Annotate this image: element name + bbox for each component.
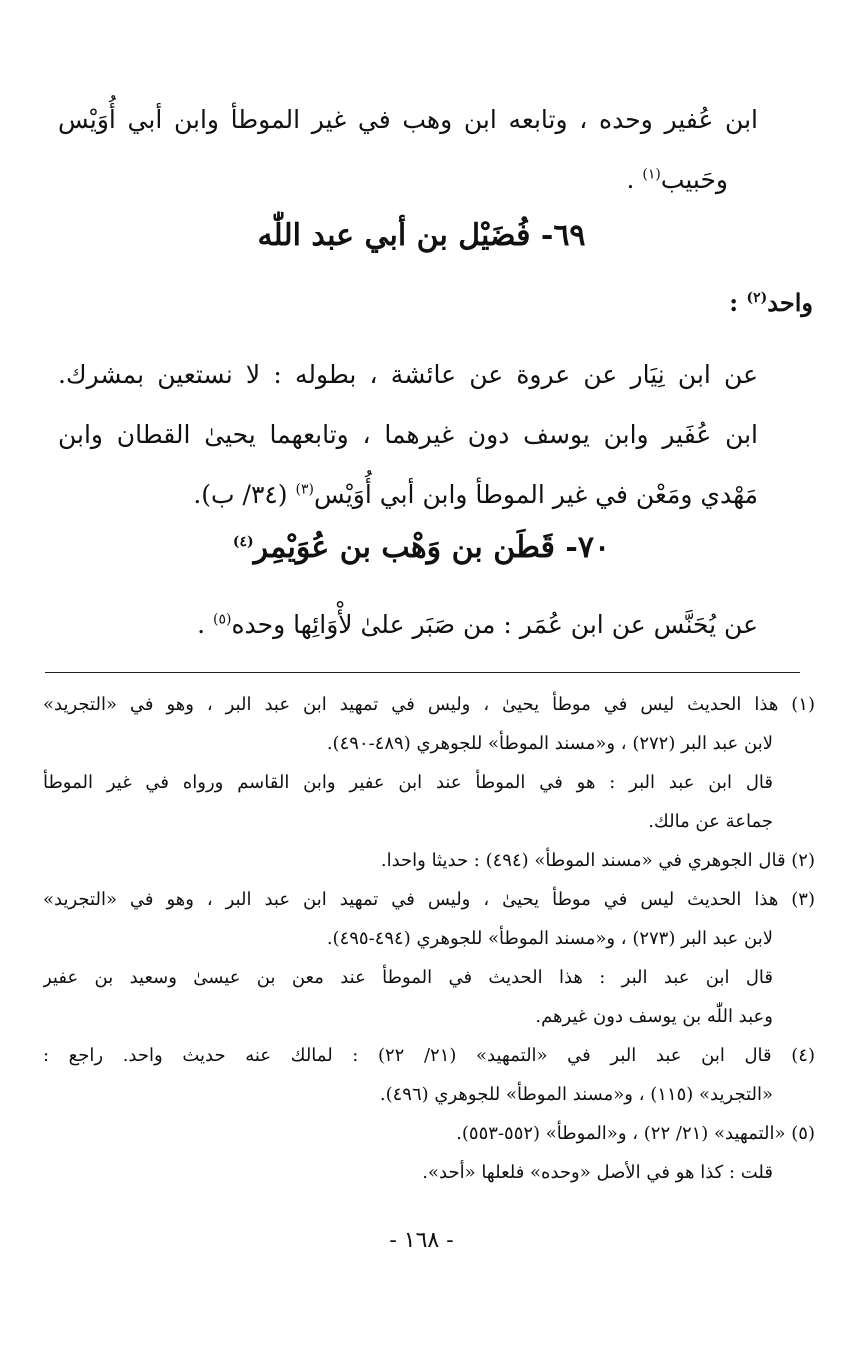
- top-paragraph: [58, 90, 758, 210]
- heading-70-text: ٧٠- قَطَن بن وَهْب بن عُوَيْمِر: [253, 530, 611, 565]
- fn1-line-2: لابن عبد البر (٢٧٢) ، و«مسند الموطأ» للجوهري (٤٨٩-٤٩٠).: [326, 733, 773, 754]
- top-line-2-end: .: [626, 165, 643, 194]
- top-line-2-text: وحَبيب: [660, 165, 728, 194]
- subhead-end: :: [729, 288, 747, 317]
- s69-line-1: عن ابن نِيَار عن عروة عن عائشة ، بطوله : لا نستعين بمشرك.: [58, 360, 758, 389]
- s69-line-3-text: مَهْدي ومَعْن في غير الموطأ وابن أبي أُوَيْس: [313, 480, 758, 509]
- fn4-line-2: «التجريد» (١١٥) ، و«مسند الموطأ» للجوهري (٤٩٦).: [379, 1084, 773, 1105]
- fn3-line-2: لابن عبد البر (٢٧٣) ، و«مسند الموطأ» للجوهري (٤٩٤-٤٩٥).: [326, 928, 773, 949]
- fn1-line-4: جماعة عن مالك.: [648, 811, 773, 832]
- s70-line-1-end: .: [197, 610, 213, 639]
- s69-line-3: [58, 465, 758, 525]
- section-70-body: [58, 595, 758, 655]
- footnotes: [43, 685, 815, 1192]
- s69-line-3-end: (٣٤/ ب).: [193, 480, 296, 509]
- s69-line-2: ابن عُفَير وابن يوسف دون غيرهما ، وتابعهما يحيىٰ القطان وابن: [58, 420, 758, 449]
- fn5-line-2: قلت : كذا هو في الأصل «وحده» فلعلها «أحد».: [422, 1162, 773, 1183]
- fn1-line-1: (١) هذا الحديث ليس في موطأ يحيىٰ ، وليس في تمهيد ابن عبد البر ، وهو في «التجريد»: [43, 694, 815, 715]
- subhead-text: واحد: [767, 288, 813, 317]
- heading-70: [40, 530, 803, 565]
- fn1-line-3: قال ابن عبد البر : هو في الموطأ عند ابن عفير وابن القاسم ورواه في غير الموطأ: [43, 772, 773, 793]
- fn2-line-1: (٢) قال الجوهري في «مسند الموطأ» (٤٩٤) : حديثا واحدا.: [380, 850, 815, 871]
- top-line-1: ابن عُفير وحده ، وتابعه ابن وهب في غير الموطأ وابن أبي أُوَيْس: [58, 105, 758, 134]
- fn4-line-1: (٤) قال ابن عبد البر في «التمهيد» (٢١/ ٢٢) : لمالك عنه حديث واحد. راجع :: [43, 1045, 815, 1066]
- footnote-separator: [45, 672, 800, 673]
- fn3-line-3: قال ابن عبد البر : هذا الحديث في الموطأ عند معن بن عيسىٰ وسعيد بن عفير: [43, 967, 773, 988]
- footnote-ref-1: (١): [642, 166, 661, 183]
- footnote-ref-3: (٣): [295, 481, 314, 498]
- fn3-line-1: (٣) هذا الحديث ليس في موطأ يحيىٰ ، وليس في تمهيد ابن عبد البر ، وهو في «التجريد»: [43, 889, 815, 910]
- fn5-line-1: (٥) «التمهيد» (٢١/ ٢٢) ، و«الموطأ» (٥٥٢-٥٥٣).: [456, 1123, 815, 1144]
- section-69-body: [58, 345, 758, 525]
- subhead-wahid: [729, 288, 813, 317]
- footnote-ref-5: (٥): [212, 611, 232, 628]
- heading-69: ٦٩- فُضَيْل بن أبي عبد اللّٰه: [257, 218, 586, 253]
- s70-line-1: [58, 595, 758, 655]
- fn3-line-4: وعبد اللّٰه بن يوسف دون غيرهم.: [535, 1006, 773, 1027]
- s70-line-1-text: عن يُحَنَّس عن ابن عُمَر : من صَبَر علىٰ لأْوَائِها وحده: [231, 610, 758, 639]
- footnote-ref-4: (٤): [232, 534, 254, 550]
- footnote-ref-2: (٢): [746, 290, 768, 306]
- page-number: - ١٦٨ -: [389, 1228, 454, 1253]
- top-line-2: [58, 150, 758, 210]
